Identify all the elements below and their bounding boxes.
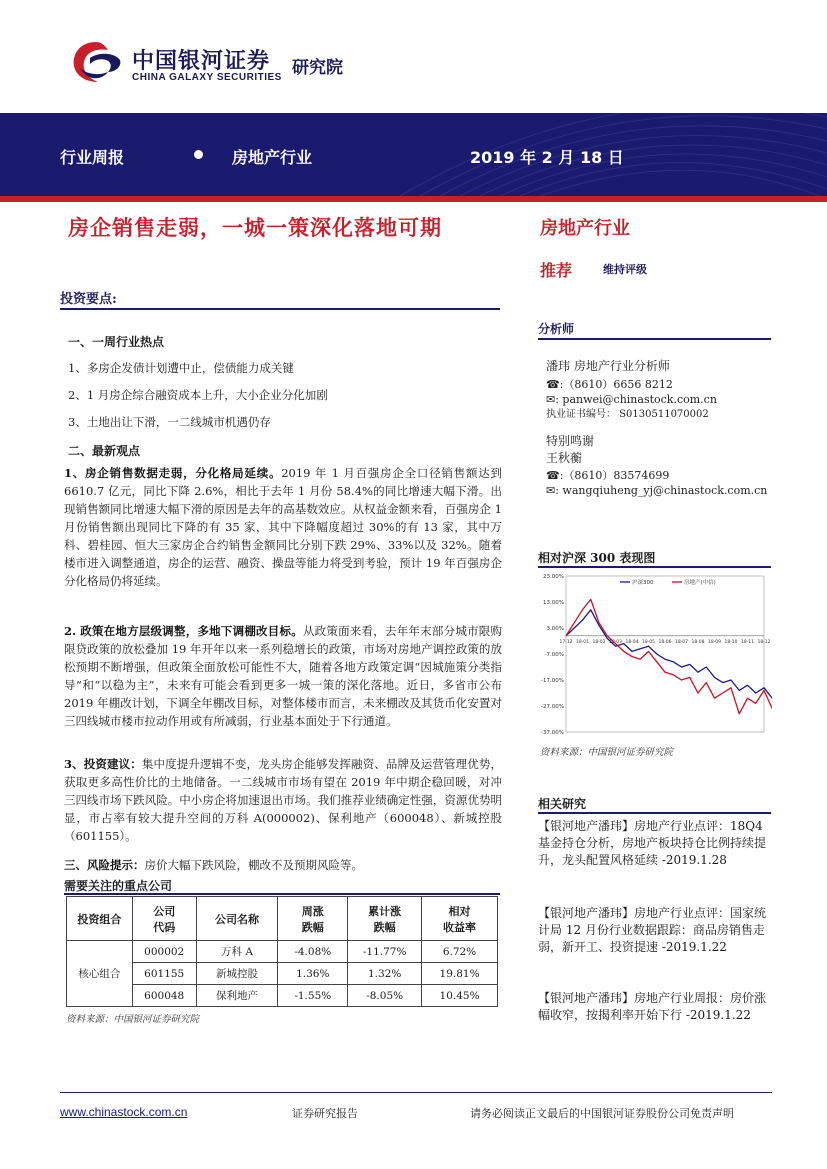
contributor-email: ✉: wangqiuheng_yj@chinastock.com.cn	[546, 484, 768, 497]
x-tick-label: 18-03	[608, 639, 623, 645]
x-tick-label: 18-07	[674, 639, 689, 645]
key-points-heading: 投资要点:	[60, 292, 117, 307]
section-hotspots-title: 一、一周行业热点	[68, 335, 165, 349]
hotspot-item: 1、多房企发债计划遭中止，偿债能力成关键	[68, 361, 294, 375]
contributor-phone: ☎:（8610）83574699	[546, 469, 670, 482]
code-cell: 601155	[132, 963, 196, 985]
value-cell: -11.77%	[348, 941, 422, 963]
paragraph-lead: 三、风险提示：	[64, 858, 145, 872]
table-heading: 需要关注的重点公司	[64, 879, 173, 893]
y-tick-label: -27.00%	[541, 704, 564, 710]
paragraph-advice	[64, 755, 502, 845]
group-cell: 核心组合	[67, 941, 133, 1007]
x-tick-label: 18-05	[641, 639, 656, 645]
analyst-phone: ☎:（8610）6656 8212	[546, 378, 673, 391]
value-cell: 6.72%	[422, 941, 498, 963]
special-thanks: 特别鸣谢	[546, 434, 595, 448]
name-cell: 新城控股	[196, 963, 278, 985]
y-tick-label: -7.00%	[544, 652, 564, 658]
rating-note: 维持评级	[603, 263, 647, 276]
analyst-email: ✉: panwei@chinastock.com.cn	[546, 393, 717, 406]
column-header: 周涨 跌幅	[278, 897, 348, 941]
paragraph-body: 集中度提升逻辑不变，龙头房企能够发挥融资、品牌及运营管理优势，获取更多高性价比的土地储备。一二线城市市场有望在 2019 年中期企稳回暖，对冲三四线市场下跌风险。中小房企将加速退出市场。我们推荐业绩确定性强，资源优势明显，市占率有较大提升空间的万科 A(000002)、保利地产（600048）、新城控股（601155）。	[64, 757, 502, 843]
header-red-stripe	[0, 196, 827, 202]
x-tick-label: 18-09	[707, 639, 722, 645]
y-tick-label: 3.00%	[546, 626, 564, 632]
side-sector: 房地产行业	[540, 218, 630, 239]
report-date: 2019 年 2 月 18 日	[470, 148, 624, 167]
galaxy-logo-icon	[68, 38, 124, 86]
footer-disclaimer: 请务必阅读正文最后的中国银河证券股份公司免责声明	[470, 1107, 734, 1120]
chart-heading: 相对沪深 300 表现图	[538, 551, 656, 565]
divider	[64, 893, 500, 895]
section-views-title: 二、最新观点	[68, 444, 141, 458]
x-tick-label: 18-08	[691, 639, 705, 645]
column-header: 累计涨 跌幅	[348, 897, 422, 941]
legend-label: 沪深300	[632, 580, 654, 586]
series-line	[566, 610, 772, 701]
hotspot-item: 2、1 月房企综合融资成本上升，大小企业分化加剧	[68, 388, 328, 402]
related-item[interactable]: 【银河地产潘玮】房地产行业点评：18Q4 基金持仓分析，房地产板块持仓比例持续提升，龙头配置风格延续 -2019.1.28	[538, 819, 767, 867]
x-tick-label: 18-10	[724, 639, 738, 645]
relative-performance-chart	[536, 568, 772, 740]
brand-name-cn: 中国银河证券	[132, 49, 271, 74]
rating: 推荐	[540, 261, 573, 280]
divider	[538, 812, 771, 814]
divider	[538, 338, 771, 340]
table-row	[67, 941, 498, 963]
paragraph-body: 房价大幅下跌风险，棚改不及预期风险等。	[144, 858, 363, 872]
y-tick-label: 23.00%	[543, 574, 564, 580]
header-band	[0, 113, 827, 196]
x-tick-label: 18-02	[592, 639, 606, 645]
column-header: 投资组合	[67, 897, 133, 941]
y-tick-label: -17.00%	[541, 678, 564, 684]
footer-label: 证券研究报告	[292, 1107, 358, 1120]
value-cell: -1.55%	[278, 985, 348, 1007]
column-header: 相对 收益率	[422, 897, 498, 941]
value-cell: 1.32%	[348, 963, 422, 985]
related-heading: 相关研究	[538, 797, 587, 811]
key-companies-table	[66, 896, 498, 1007]
paragraph-risk	[64, 856, 502, 874]
code-cell: 600048	[132, 985, 196, 1007]
paragraph-lead: 3、投资建议：	[64, 757, 142, 771]
hotspot-item: 3、土地出让下滑，一二线城市机遇仍存	[68, 415, 271, 429]
y-tick-label: -37.00%	[541, 730, 564, 736]
report-title: 房企销售走弱，一城一策深化落地可期	[68, 216, 442, 240]
x-tick-label: 18-06	[658, 639, 672, 645]
y-tick-label: 13.00%	[543, 600, 564, 606]
paragraph-body: 从政策面来看，去年年末部分城市限购限贷政策的放松叠加 19 年开年以来一系列稳增长的政策，市场对房地产调控政策的放松预期不断增强，但政策全面放松可能性不大，随着各地方政策定调“因城施策分类指导”和“以稳为主”，未来有可能会看到更多一城一策的深化落地。近日，多省市公布 2019 年棚改计划，下调全年棚改目标，对整体楼市而言，未来棚改及其货币化安置对三四线城市楼市拉动作用或有所减弱，行业基本面处于下行通道。	[64, 624, 502, 728]
value-cell: 10.45%	[422, 985, 498, 1007]
report-sector: 房地产行业	[232, 148, 313, 167]
name-cell: 保利地产	[196, 985, 278, 1007]
report-type: 行业周报	[60, 148, 125, 167]
x-tick-label: 18-04	[625, 639, 639, 645]
code-cell: 000002	[132, 941, 196, 963]
table-source: 资料来源：中国银河证券研究院	[66, 1014, 200, 1025]
brand-institute: 研究院	[292, 58, 343, 78]
brand-name-en: CHINA GALAXY SECURITIES	[132, 72, 282, 83]
bullet-icon	[194, 150, 203, 159]
column-header: 公司名称	[196, 897, 278, 941]
value-cell: 19.81%	[422, 963, 498, 985]
column-header: 公司 代码	[132, 897, 196, 941]
x-tick-label: 18-11	[740, 639, 755, 645]
analyst-certificate: 执业证书编号： S0130511070002	[546, 409, 709, 420]
value-cell: -4.08%	[278, 941, 348, 963]
related-item[interactable]: 【银河地产潘玮】房地产行业点评：国家统计局 12 月份行业数据跟踪：商品房销售走弱，新开工、投资提速 -2019.1.22	[538, 906, 767, 954]
plot-area	[566, 576, 764, 732]
related-item[interactable]: 【银河地产潘玮】房地产行业周报：房价涨幅收窄，按揭利率开始下行 -2019.1.22	[538, 991, 767, 1022]
contributor-name: 王秋蘅	[546, 451, 583, 465]
analyst-heading: 分析师	[538, 322, 575, 336]
divider	[60, 308, 500, 310]
paragraph-lead: 2. 政策在地方层级调整，多地下调棚改目标。	[64, 624, 303, 638]
paragraph-body: 2019 年 1 月百强房企全口径销售额达到 6610.7 亿元，同比下降 2.6%，相比于去年 1 月份 58.4%的同比增速大幅下滑。出现销售额同比增速大幅下滑的原因是去年的高基数效应。从权益金额来看，百强房企 1 月份销售额出现同比下降的有 35 家，其中下降幅度超过 30%的有 13 家，其中万科、碧桂园、恒大三家房企合约销售金额同比分别下跌 29%、33%以及 32%。随着楼市进入调整通道，房企的运营、融资、操盘等能力将受到考验，预计 19 年百强房企分化格局仍将延续。	[64, 466, 502, 588]
x-tick-label: 17-12	[559, 639, 573, 645]
footer-link[interactable]: www.chinastock.com.cn	[60, 1105, 188, 1119]
value-cell: -8.05%	[348, 985, 422, 1007]
x-tick-label: 18-12	[757, 639, 771, 645]
name-cell: 万科 A	[196, 941, 278, 963]
x-tick-label: 18-01	[575, 639, 590, 645]
chart-source: 资料来源：中国银河证券研究院	[540, 747, 674, 758]
paragraph-policy	[64, 622, 502, 730]
paragraph-lead: 1、房企销售数据走弱，分化格局延续。	[64, 466, 282, 480]
paragraph-sales	[64, 464, 502, 590]
legend-label: 房地产(中信)	[684, 580, 716, 586]
series-line	[566, 599, 772, 713]
value-cell: 1.36%	[278, 963, 348, 985]
analyst-name: 潘玮 房地产行业分析师	[546, 359, 670, 373]
footer-divider	[60, 1092, 772, 1093]
